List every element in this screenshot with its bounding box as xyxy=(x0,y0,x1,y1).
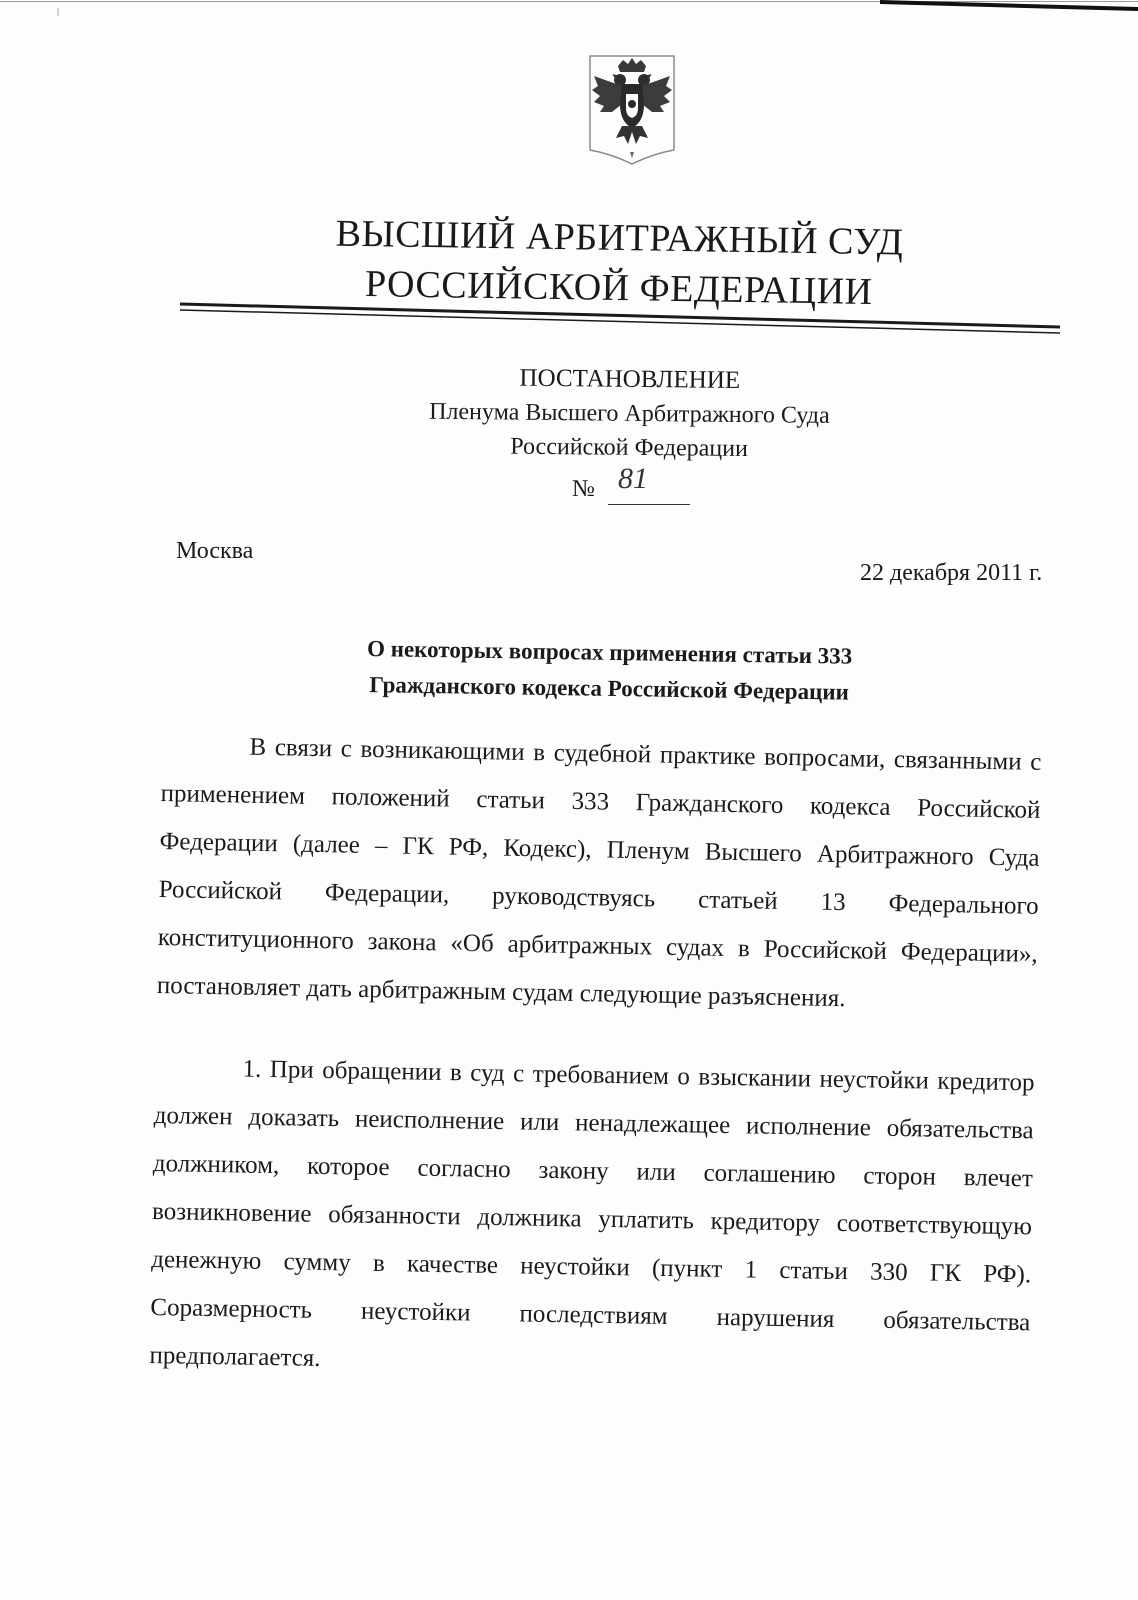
resolution-kind: ПОСТАНОВЛЕНИЕ xyxy=(519,364,741,394)
court-title-line-1: ВЫСШИЙ АРБИТРАЖНЫЙ СУД xyxy=(335,212,904,264)
paragraph-item-1: 1. При обращении в суд с требованием о взыскании неустойки кредитор должен доказать неисполнение или ненадлежащее исполнение обязательства должником, которое согласно закону или соглашению сторон влечет возникновение обязанности должника уплатить кредитору соответствующую денежную сумму в качестве неустойки (пункт 1 статьи 330 ГК РФ). Соразмерность неустойки последствиям нарушения обязательства предполагается. xyxy=(149,1055,1035,1372)
number-sign: № xyxy=(572,476,595,502)
scan-border xyxy=(0,0,1138,16)
issuing-body-line-2: Российской Федерации xyxy=(510,433,749,463)
number-underline xyxy=(608,504,690,505)
subject-line-2: Гражданского кодекса Российской Федерации xyxy=(369,672,850,705)
header-divider xyxy=(180,300,1080,340)
paragraph-preamble: В связи с возникающими в судебной практике вопросами, связанными с применением положений статьи 333 Гражданского кодекса Российской Федерации (далее – ГК РФ, Кодекс), Пленум Высшего Арбитражного Суда Российской Федерации, руководствуясь статьей 13 Федерального конституционного закона «Об арбитражных судах в Российской Федерации», постановляет дать арбитражным судам следующие разъяснения. xyxy=(156,733,1042,1013)
court-title-line-2: РОССИЙСКОЙ ФЕДЕРАЦИИ xyxy=(364,263,873,314)
coat-of-arms-icon xyxy=(582,52,682,168)
resolution-number xyxy=(572,462,702,510)
resolution-heading xyxy=(359,360,900,468)
subject-line-1: О некоторых вопросах применения статьи 333 xyxy=(366,636,853,669)
document-subject xyxy=(299,630,920,712)
number-value: 81 xyxy=(618,462,648,495)
date-of-issue: 22 декабря 2011 г. xyxy=(860,560,1043,586)
issuing-body-line-1: Пленума Высшего Арбитражного Суда xyxy=(429,398,830,429)
place-of-issue: Москва xyxy=(176,538,254,564)
